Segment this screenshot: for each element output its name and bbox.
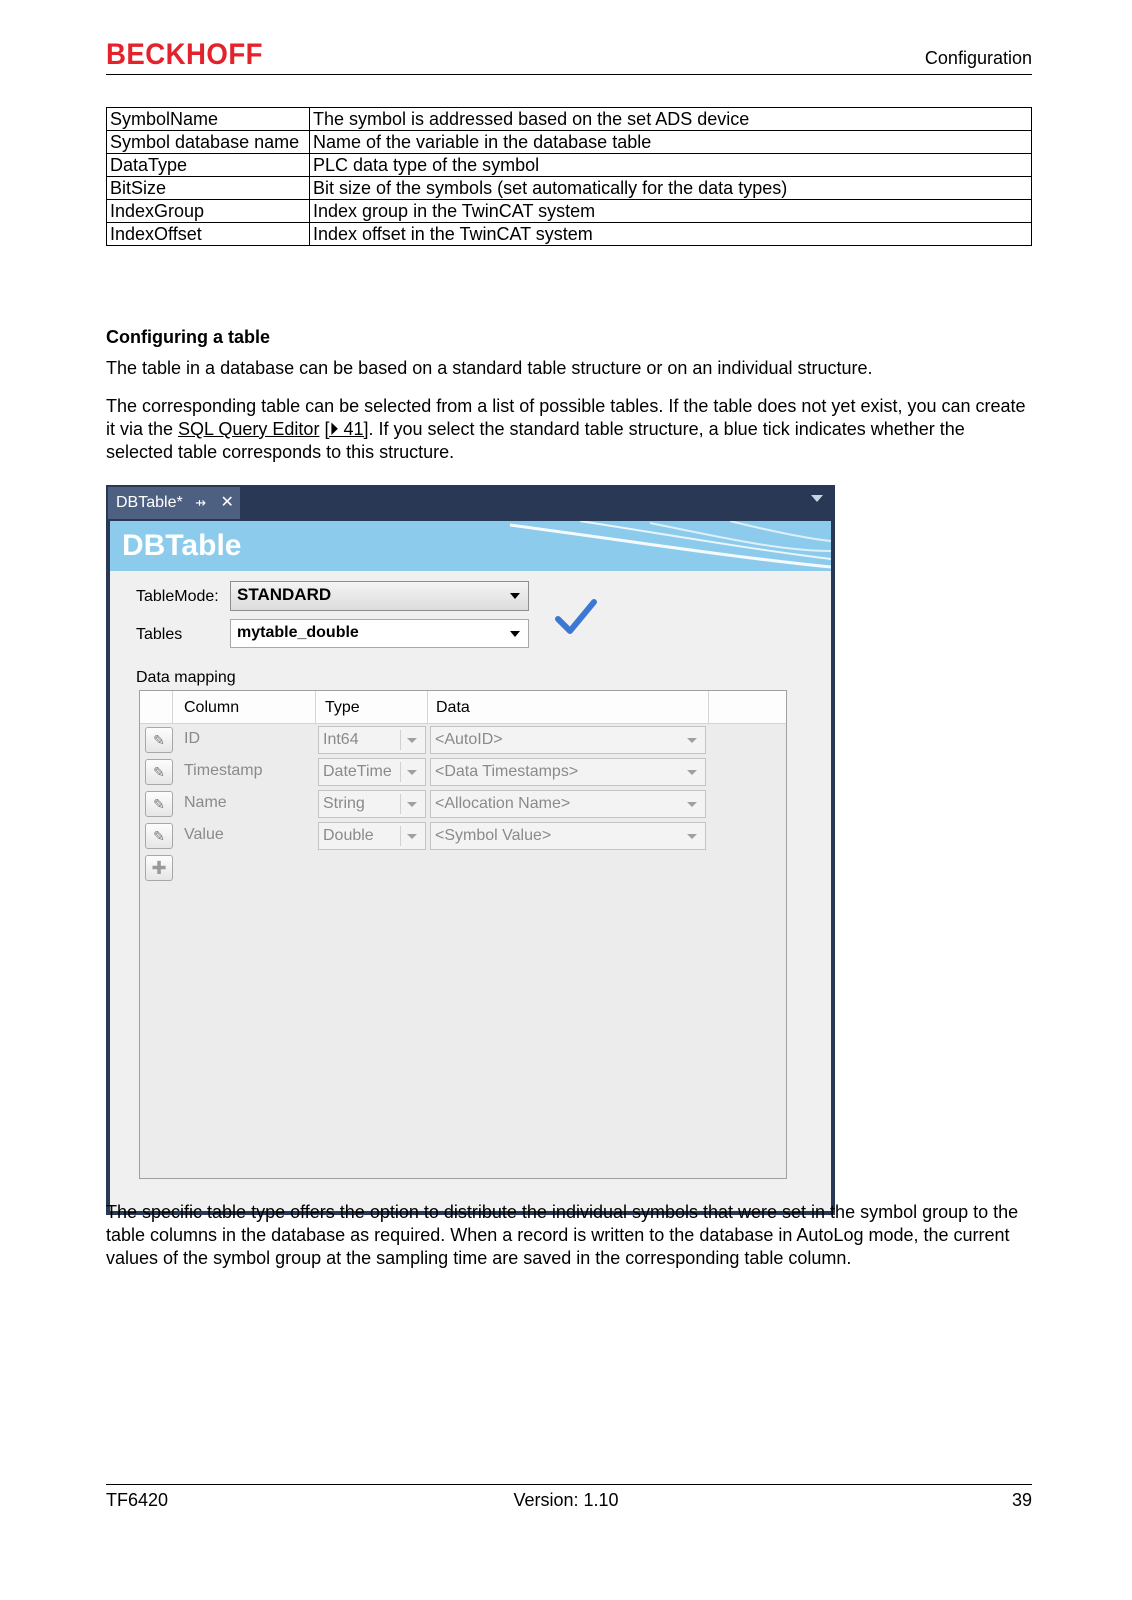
type-value: String [323, 795, 365, 812]
chevron-down-icon [687, 738, 697, 743]
data-value: <Data Timestamps> [435, 763, 579, 780]
edit-icon[interactable]: ✎ [145, 791, 173, 817]
type-value: DateTime [323, 763, 392, 780]
table-mode-select[interactable] [230, 581, 529, 611]
header-data[interactable]: Data [436, 699, 470, 716]
table-row [140, 756, 786, 788]
paragraph-2 [106, 395, 1036, 464]
combo-divider [400, 762, 401, 782]
page-number: 39 [1011, 1490, 1032, 1510]
term-cell: IndexOffset [107, 223, 310, 246]
data-value: <Symbol Value> [435, 827, 552, 844]
desc-cell: Name of the variable in the database table [310, 131, 1032, 154]
chevron-down-icon [687, 834, 697, 839]
tab-title: DBTable* [116, 494, 183, 511]
data-value: <AutoID> [435, 731, 503, 748]
data-mapping-grid [139, 690, 787, 1179]
table-row [107, 223, 1032, 246]
chevron-down-icon [687, 770, 697, 775]
data-select[interactable] [430, 726, 706, 754]
paragraph-2-text: The corresponding table can be selected from a list of possible tables. If the table does not yet exist, you can create it via the [106, 396, 1026, 439]
chevron-down-icon [510, 631, 520, 637]
data-value: <Allocation Name> [435, 795, 571, 812]
combo-divider [400, 826, 401, 846]
page-ref-link[interactable]: [⏵ 41] [324, 419, 369, 439]
footer-divider [106, 1484, 1032, 1485]
type-select[interactable] [318, 822, 426, 850]
chevron-down-icon [510, 593, 520, 599]
data-select[interactable] [430, 758, 706, 786]
chevron-down-icon [407, 802, 417, 807]
term-cell: IndexGroup [107, 200, 310, 223]
type-select[interactable] [318, 726, 426, 754]
term-cell: SymbolName [107, 108, 310, 131]
section-heading: Configuring a table [106, 327, 270, 347]
term-cell: BitSize [107, 177, 310, 200]
edit-icon[interactable]: ✎ [145, 823, 173, 849]
table-mode-label: TableMode: [136, 588, 219, 605]
dbtable-screenshot [106, 485, 835, 1215]
data-select[interactable] [430, 790, 706, 818]
desc-cell: The symbol is addressed based on the set ADS device [310, 108, 1032, 131]
paragraph-1: The table in a database can be based on a standard table structure or on an individual structure. [106, 358, 873, 378]
footer-product: TF6420 [106, 1490, 169, 1510]
edit-icon[interactable]: ✎ [145, 727, 173, 753]
header-column[interactable]: Column [184, 699, 240, 716]
table-row [107, 200, 1032, 223]
desc-cell: PLC data type of the symbol [310, 154, 1032, 177]
section-title: Configuration [924, 48, 1032, 68]
paragraph-2-text-end: . If you select the standard table structure, a blue tick indicates whether the selected table corresponds to this structure. [106, 419, 965, 462]
sql-query-editor-link[interactable]: SQL Query Editor [178, 419, 320, 439]
desc-cell: Bit size of the symbols (set automatically for the data types) [310, 177, 1032, 200]
add-row [140, 852, 786, 884]
editor-content [110, 571, 831, 1211]
table-mode-value: STANDARD [237, 585, 332, 604]
column-name: Timestamp [184, 762, 263, 779]
chevron-down-icon [407, 770, 417, 775]
column-name: ID [184, 730, 200, 747]
desc-cell: Index offset in the TwinCAT system [310, 223, 1032, 246]
combo-divider [400, 794, 401, 814]
footer-version: Version: 1.10 [513, 1490, 619, 1510]
table-row [140, 724, 786, 756]
type-select[interactable] [318, 790, 426, 818]
chevron-down-icon [407, 834, 417, 839]
column-name: Name [184, 794, 227, 811]
table-row [107, 154, 1032, 177]
data-mapping-label: Data mapping [136, 669, 236, 686]
data-select[interactable] [430, 822, 706, 850]
beckhoff-logo: BECKHOFF [106, 38, 264, 71]
header-type[interactable]: Type [325, 699, 360, 716]
column-divider [315, 691, 316, 723]
table-row [107, 131, 1032, 154]
column-divider [172, 691, 173, 723]
pin-icon[interactable]: ⇸ [195, 495, 207, 510]
desc-cell: Index group in the TwinCAT system [310, 200, 1032, 223]
chevron-down-icon [687, 802, 697, 807]
close-icon[interactable]: ✕ [220, 494, 234, 511]
column-divider [708, 691, 709, 723]
paragraph-3: The specific table type offers the option to distribute the individual symbols that were set in the symbol group to the table columns in the database as required. When a record is written to the database in AutoLog mode, the current values of the symbol group at the sampling time are saved in the corresponding table column. [106, 1202, 1019, 1268]
type-value: Double [323, 827, 374, 844]
chevron-down-icon [407, 738, 417, 743]
banner-title: DBTable [122, 529, 242, 562]
term-cell: DataType [107, 154, 310, 177]
type-select[interactable] [318, 758, 426, 786]
tables-select[interactable] [230, 619, 529, 648]
tables-label: Tables [136, 626, 183, 643]
chevron-down-icon[interactable] [811, 495, 823, 502]
tables-value: mytable_double [237, 624, 359, 641]
column-divider [427, 691, 428, 723]
add-icon[interactable]: ✚ [145, 855, 173, 881]
table-row [107, 108, 1032, 131]
header-divider [106, 74, 1032, 75]
table-row [107, 177, 1032, 200]
type-value: Int64 [323, 731, 359, 748]
column-name: Value [184, 826, 224, 843]
tab-dbtable[interactable] [108, 487, 240, 519]
banner [110, 521, 831, 571]
edit-icon[interactable]: ✎ [145, 759, 173, 785]
definition-table [106, 107, 1032, 246]
combo-divider [400, 730, 401, 750]
table-row [140, 820, 786, 852]
dbtable-editor [110, 521, 831, 1211]
grid-header [140, 691, 786, 724]
table-row [140, 788, 786, 820]
term-cell: Symbol database name [107, 131, 310, 154]
checkmark-icon [555, 599, 597, 635]
